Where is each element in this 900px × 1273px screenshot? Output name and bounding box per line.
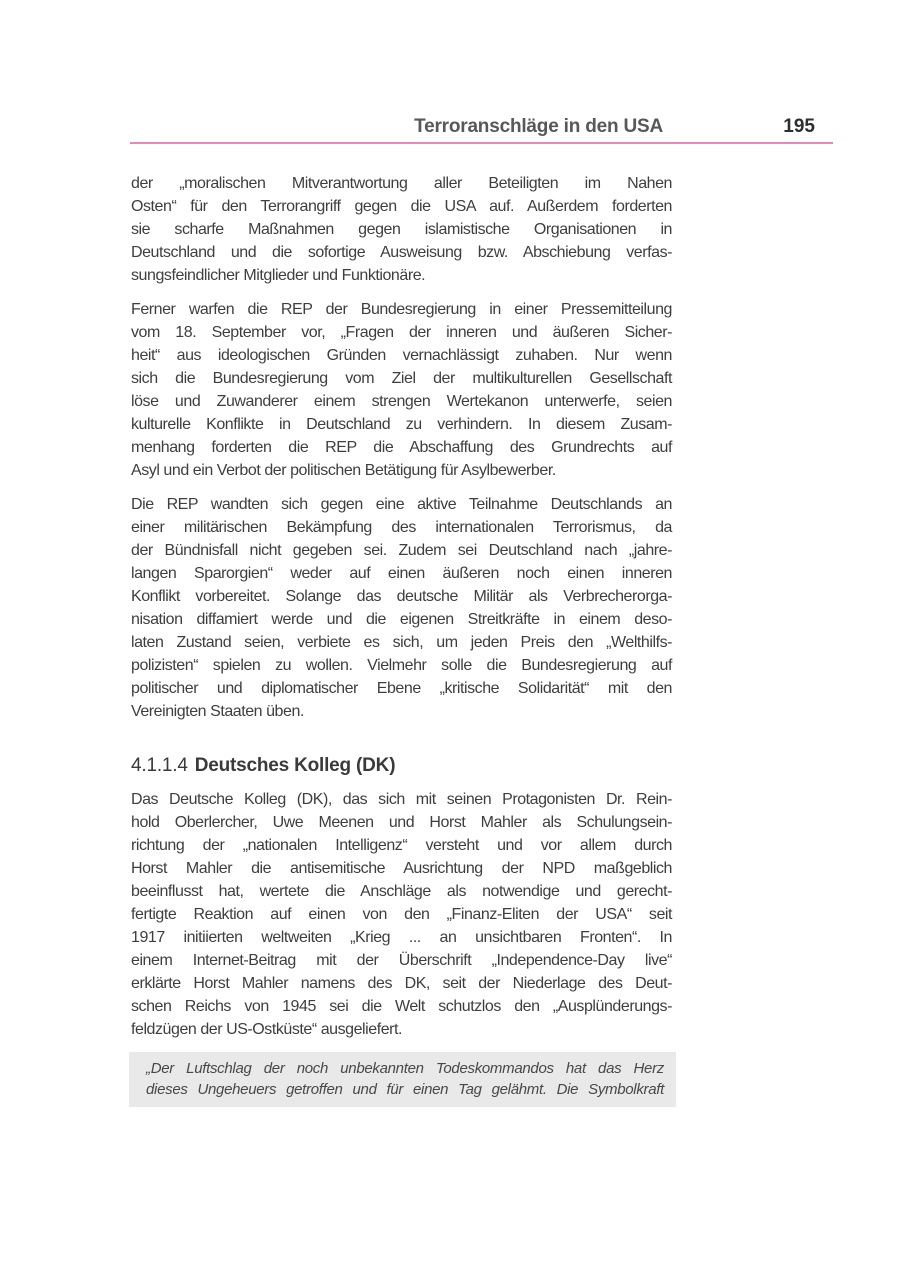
text-line: nisation diffamiert werde und die eigenen Streitkräfte in einem deso- bbox=[131, 611, 672, 628]
text-line: einer militärischen Bekämpfung des internationalen Terrorismus, da bbox=[131, 519, 672, 536]
text-line: der „moralischen Mitverantwortung aller Beteiligten im Nahen bbox=[131, 175, 672, 192]
text-line: Vereinigten Staaten üben. bbox=[131, 703, 304, 720]
text-line: einem Internet-Beitrag mit der Überschrift „Independence-Day live“ bbox=[131, 952, 672, 969]
text-line: Das Deutsche Kolleg (DK), das sich mit seinen Protagonisten Dr. Rein- bbox=[131, 791, 672, 808]
text-line: sich die Bundesregierung vom Ziel der multikulturellen Gesellschaft bbox=[131, 370, 672, 387]
paragraph bbox=[131, 493, 672, 723]
text-line: sungsfeindlicher Mitglieder und Funktionäre. bbox=[131, 267, 426, 284]
text-line: politischer und diplomatischer Ebene „kritische Solidarität“ mit den bbox=[131, 680, 672, 697]
quote-block bbox=[129, 1052, 676, 1107]
text-line: beeinflusst hat, wertete die Anschläge als notwendige und gerecht- bbox=[131, 883, 672, 900]
text-line: Asyl und ein Verbot der politischen Betätigung für Asylbewerber. bbox=[131, 462, 556, 479]
header-rule bbox=[130, 142, 833, 144]
text-line: 1917 initiierten weltweiten „Krieg ... an unsichtbaren Fronten“. In bbox=[131, 929, 672, 946]
text-line: dieses Ungeheuers getroffen und für einen Tag gelähmt. Die Symbolkraft bbox=[146, 1081, 664, 1098]
text-line: laten Zustand seien, verbiete es sich, um jeden Preis den „Welthilfs- bbox=[131, 634, 672, 651]
text-line: langen Sparorgien“ weder auf einen äußeren noch einen inneren bbox=[131, 565, 672, 582]
page-number: 195 bbox=[783, 116, 815, 137]
text-line: erklärte Horst Mahler namens des DK, seit der Niederlage des Deut- bbox=[131, 975, 672, 992]
text-line: sie scharfe Maßnahmen gegen islamistische Organisationen in bbox=[131, 221, 672, 238]
text-line: Ferner warfen die REP der Bundesregierung in einer Pressemitteilung bbox=[131, 301, 672, 318]
text-line: Osten“ für den Terrorangriff gegen die USA auf. Außerdem forderten bbox=[131, 198, 672, 215]
text-line: heit“ aus ideologischen Gründen vernachlässigt zuhaben. Nur wenn bbox=[131, 347, 672, 364]
paragraph bbox=[131, 298, 672, 482]
section-heading-title: Deutsches Kolleg (DK) bbox=[194, 755, 396, 776]
text-line: feldzügen der US-Ostküste“ ausgeliefert. bbox=[131, 1021, 403, 1038]
text-line: fertigte Reaktion auf einen von den „Finanz-Eliten der USA“ seit bbox=[131, 906, 672, 923]
text-line: vom 18. September vor, „Fragen der inneren und äußeren Sicher- bbox=[131, 324, 672, 341]
section-heading-number: 4.1.1.4 bbox=[131, 755, 188, 776]
text-line: hold Oberlercher, Uwe Meenen und Horst Mahler als Schulungsein- bbox=[131, 814, 672, 831]
paragraph bbox=[131, 172, 672, 287]
running-header-title: Terroranschläge in den USA bbox=[414, 116, 663, 137]
text-line: Horst Mahler die antisemitische Ausrichtung der NPD maßgeblich bbox=[131, 860, 672, 877]
text-line: Die REP wandten sich gegen eine aktive Teilnahme Deutschlands an bbox=[131, 496, 672, 513]
text-line: Deutschland und die sofortige Ausweisung bzw. Abschiebung verfas- bbox=[131, 244, 672, 261]
text-line: schen Reichs von 1945 sei die Welt schutzlos den „Ausplünderungs- bbox=[131, 998, 672, 1015]
text-line: richtung der „nationalen Intelligenz“ versteht und vor allem durch bbox=[131, 837, 672, 854]
text-line: der Bündnisfall nicht gegeben sei. Zudem sei Deutschland nach „jahre- bbox=[131, 542, 672, 559]
paragraph bbox=[131, 788, 672, 1041]
text-column bbox=[131, 172, 672, 1107]
text-line: polizisten“ spielen zu wollen. Vielmehr solle die Bundesregierung auf bbox=[131, 657, 672, 674]
text-line: menhang forderten die REP die Abschaffung des Grundrechts auf bbox=[131, 439, 672, 456]
section-heading bbox=[131, 754, 672, 778]
text-line: kulturelle Konflikte in Deutschland zu verhindern. In diesem Zusam- bbox=[131, 416, 672, 433]
text-line: „Der Luftschlag der noch unbekannten Todeskommandos hat das Herz bbox=[146, 1060, 664, 1077]
text-line: löse und Zuwanderer einem strengen Wertekanon unterwerfe, seien bbox=[131, 393, 672, 410]
text-line: Konflikt vorbereitet. Solange das deutsche Militär als Verbrecherorga- bbox=[131, 588, 672, 605]
